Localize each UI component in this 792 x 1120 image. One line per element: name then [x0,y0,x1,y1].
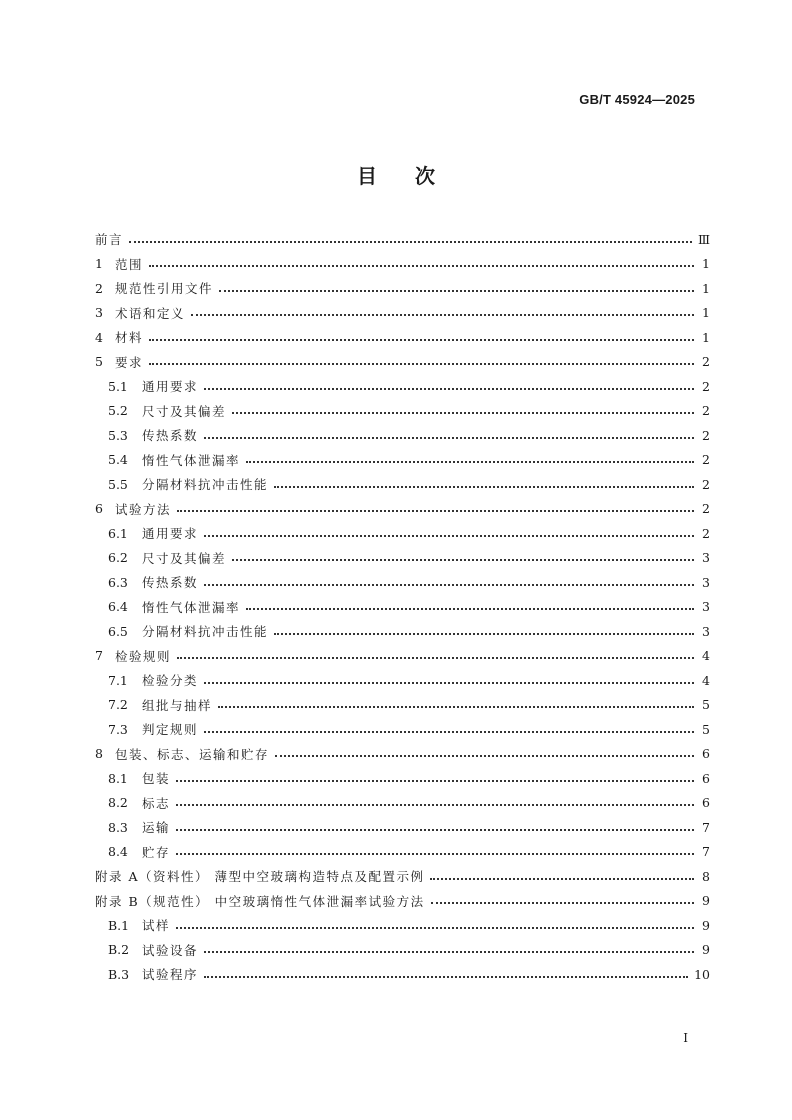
toc-entry[interactable] [95,644,710,669]
toc-entry-number: 5.2 [108,403,128,419]
toc-entry[interactable] [95,325,710,350]
toc-entry-label: 试样 [142,918,171,934]
toc-entry[interactable] [95,448,710,473]
toc-leader-dots [274,632,694,635]
toc-entry[interactable] [95,962,710,987]
toc-entry-label: 要求 [114,354,143,370]
toc-entry[interactable] [95,619,710,644]
toc-entry-label: 材料 [114,330,143,346]
toc-entry-page: 6 [702,746,710,762]
toc-entry-number: 8.1 [108,770,128,786]
toc-entry-page: 1 [702,305,710,321]
toc-entry-number: 1 [95,256,103,272]
toc-entry-page: 4 [702,672,710,688]
toc-entry-page: 7 [702,844,710,860]
toc-entry-page: 6 [702,770,710,786]
toc-entry[interactable] [95,595,710,620]
toc-entry-number: 6.2 [108,550,128,566]
toc-entry-page: 9 [702,942,710,958]
toc-entry-number: 8.3 [108,819,128,835]
toc-entry-page: 5 [702,697,710,713]
toc-entry-label: 检验规则 [114,648,171,664]
toc-leader-dots [232,558,694,561]
toc-entry-number: 2 [95,280,103,296]
toc-entry-number: B.3 [108,966,130,982]
toc-entry-label: 通用要求 [142,379,199,395]
toc-leader-dots [219,289,694,292]
toc-entry-number: B.1 [108,917,130,933]
toc-entry-number: 6.3 [108,574,128,590]
toc-entry[interactable] [95,546,710,571]
toc-entry-number: 5 [95,354,103,370]
toc-entry-label: 规范性引用文件 [114,281,213,297]
toc-entry-page: Ⅲ [697,231,710,247]
toc-entry[interactable] [95,570,710,595]
toc-entry[interactable] [95,840,710,865]
table-of-contents [95,227,710,987]
toc-entry-label: 试验设备 [142,942,199,958]
toc-entry-number: 6 [95,501,103,517]
toc-entry[interactable] [95,815,710,840]
toc-entry-number: 6.5 [108,623,128,639]
toc-entry-label: 检验分类 [142,673,199,689]
toc-entry-number: 3 [95,305,103,321]
toc-entry-label: 包装、标志、运输和贮存 [114,746,269,762]
toc-entry-number: 5.4 [108,452,128,468]
toc-entry-number: 5.5 [108,476,128,492]
toc-entry[interactable] [95,889,710,914]
toc-entry-label: 试验方法 [114,501,171,517]
toc-leader-dots [204,975,688,978]
toc-entry-number: 8.4 [108,844,128,860]
toc-leader-dots [204,730,694,733]
toc-entry[interactable] [95,913,710,938]
toc-entry-number: 6.1 [108,525,128,541]
toc-entry[interactable] [95,276,710,301]
toc-entry-number: 4 [95,329,103,345]
toc-entry-label: 通用要求 [142,526,199,542]
toc-entry-label: 惰性气体泄漏率 [142,452,241,468]
toc-entry-page: 2 [702,501,710,517]
toc-leader-dots [246,460,694,463]
toc-entry[interactable] [95,693,710,718]
toc-entry-label: 试验程序 [142,967,199,983]
toc-entry-label: 判定规则 [142,722,199,738]
toc-entry[interactable] [95,864,710,889]
toc-leader-dots [176,779,694,782]
toc-entry-number: 8 [95,746,103,762]
toc-leader-dots [204,950,694,953]
toc-entry[interactable] [95,399,710,424]
toc-entry[interactable] [95,938,710,963]
toc-leader-dots [246,607,694,610]
toc-entry[interactable] [95,766,710,791]
toc-leader-dots [176,803,694,806]
toc-entry-page: 3 [702,550,710,566]
toc-entry-page: 8 [702,868,710,884]
toc-entry-label: 范围 [114,256,143,272]
toc-leader-dots [204,583,694,586]
toc-leader-dots [176,926,694,929]
toc-leader-dots [218,705,694,708]
toc-entry-label: 分隔材料抗冲击性能 [142,477,269,493]
toc-entry-label: 附录 A（资料性） 薄型中空玻璃构造特点及配置示例 [95,869,425,885]
toc-leader-dots [129,240,692,243]
toc-entry[interactable] [95,423,710,448]
toc-entry-label: 包装 [142,771,171,787]
toc-entry-page: 7 [702,819,710,835]
toc-leader-dots [204,436,694,439]
toc-entry[interactable] [95,668,710,693]
toc-entry-number: 8.2 [108,795,128,811]
toc-leader-dots [274,485,694,488]
toc-leader-dots [149,362,694,365]
toc-leader-dots [149,264,694,267]
toc-entry-page: 1 [702,256,710,272]
toc-entry-label: 附录 B（规范性） 中空玻璃惰性气体泄漏率试验方法 [95,893,425,909]
toc-entry-page: 3 [702,623,710,639]
toc-entry-number: 7.2 [108,697,128,713]
toc-leader-dots [232,411,694,414]
toc-entry[interactable] [95,350,710,375]
toc-entry-page: 2 [702,452,710,468]
toc-entry-page: 2 [702,378,710,394]
toc-entry-number: 6.4 [108,599,128,615]
toc-entry-page: 1 [702,280,710,296]
toc-entry[interactable] [95,497,710,522]
toc-entry[interactable] [95,301,710,326]
toc-entry-page: 4 [702,648,710,664]
toc-entry-number: B.2 [108,942,130,958]
toc-entry-number: 7.1 [108,672,128,688]
toc-leader-dots [177,656,694,659]
toc-leader-dots [191,313,694,316]
page-number: I [683,1031,688,1045]
toc-entry-label: 前言 [95,232,124,248]
toc-entry-page: 9 [702,893,710,909]
toc-leader-dots [275,754,694,757]
page-title: 目次 [357,164,473,188]
toc-entry-page: 3 [702,599,710,615]
toc-entry-label: 传热系数 [142,428,199,444]
toc-entry[interactable] [95,472,710,497]
toc-entry[interactable] [95,791,710,816]
toc-entry[interactable] [95,521,710,546]
toc-entry-page: 5 [702,721,710,737]
toc-leader-dots [204,387,694,390]
toc-entry-page: 1 [702,329,710,345]
toc-entry-page: 10 [694,966,710,982]
toc-entry-label: 组批与抽样 [142,697,213,713]
toc-entry-number: 7 [95,648,103,664]
toc-entry-page: 3 [702,574,710,590]
toc-entry[interactable] [95,742,710,767]
toc-entry-label: 尺寸及其偏差 [142,403,227,419]
toc-leader-dots [149,338,694,341]
toc-entry-page: 9 [702,917,710,933]
toc-entry-label: 运输 [142,820,171,836]
toc-leader-dots [430,877,694,880]
toc-leader-dots [176,828,694,831]
toc-entry-page: 6 [702,795,710,811]
toc-leader-dots [176,852,694,855]
toc-entry-page: 2 [702,427,710,443]
toc-entry-label: 传热系数 [142,575,199,591]
toc-entry-number: 7.3 [108,721,128,737]
toc-leader-dots [204,534,694,537]
toc-entry-number: 5.1 [108,378,128,394]
toc-leader-dots [431,901,694,904]
toc-entry-label: 术语和定义 [114,305,185,321]
toc-entry-label: 贮存 [142,844,171,860]
toc-entry[interactable] [95,252,710,277]
toc-entry-page: 2 [702,354,710,370]
toc-entry-label: 分隔材料抗冲击性能 [142,624,269,640]
toc-entry-label: 尺寸及其偏差 [142,550,227,566]
toc-entry-label: 标志 [142,795,171,811]
toc-entry[interactable] [95,227,710,252]
toc-entry-number: 5.3 [108,427,128,443]
toc-leader-dots [177,509,694,512]
toc-entry-label: 惰性气体泄漏率 [142,599,241,615]
toc-entry[interactable] [95,717,710,742]
standard-number: GB/T 45924—2025 [579,92,695,107]
toc-entry[interactable] [95,374,710,399]
toc-entry-page: 2 [702,403,710,419]
toc-entry-page: 2 [702,525,710,541]
toc-entry-page: 2 [702,476,710,492]
toc-leader-dots [204,681,694,684]
